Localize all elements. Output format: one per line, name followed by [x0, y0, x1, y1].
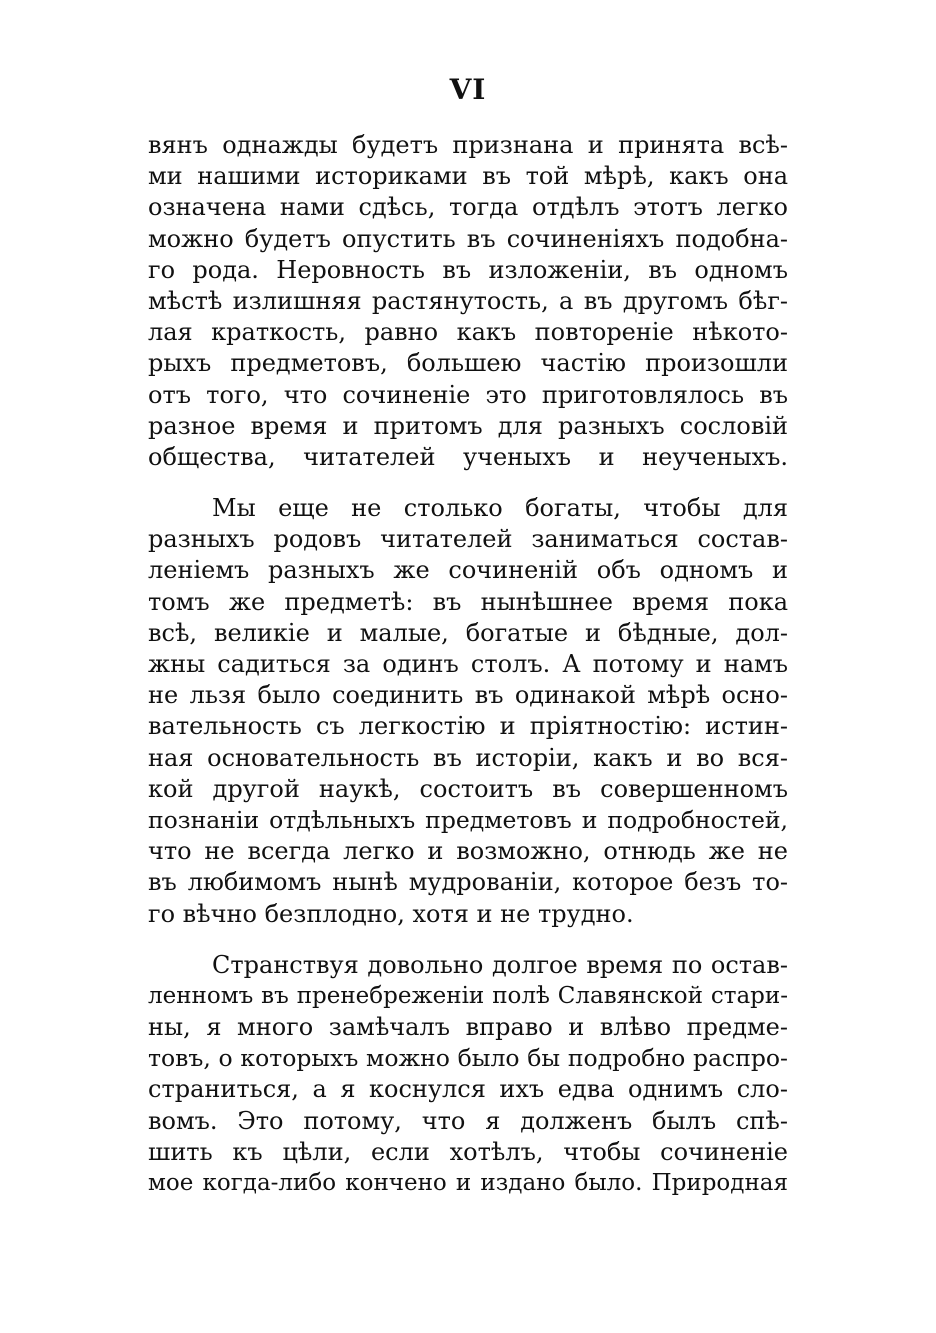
paragraph-3 [148, 950, 788, 1200]
text-line: жны садиться за одинъ столъ. А потому и намъ [148, 650, 788, 678]
text-line: ны, я много замѣчалъ вправо и влѣво предме- [148, 1013, 788, 1042]
text-line: го вѣчно безплодно, хотя и не трудно. [148, 899, 634, 928]
text-line: ленномъ въ пренебреженіи полѣ Славянской стари- [148, 982, 788, 1009]
text-line: разное время и притомъ для разныхъ сословій [148, 411, 788, 440]
text-line: ми нашими историками въ той мѣрѣ, какъ она [148, 162, 788, 191]
paragraph-1 [148, 130, 788, 473]
paragraph-2 [148, 493, 788, 930]
text-line: не льзя было соединить въ одинакой мѣрѣ осно- [148, 681, 788, 710]
text-line: въ любимомъ нынѣ мудрованіи, которое безъ то- [148, 868, 788, 897]
text-line: можно будетъ опустить въ сочиненіяхъ подобна- [148, 224, 788, 253]
text-line: означена нами сдѣсь, тогда отдѣлъ этотъ легко [148, 193, 788, 222]
text-line: страниться, а я коснулся ихъ едва однимъ сло- [148, 1075, 788, 1104]
text-line: кой другой наукѣ, состоитъ въ совершенномъ [148, 774, 788, 803]
page-number: VI [449, 73, 487, 106]
body-text [148, 130, 788, 1199]
text-line: леніемъ разныхъ же сочиненій объ одномъ и [148, 556, 788, 585]
text-line: что не всегда легко и возможно, отнюдь же не [148, 837, 788, 866]
text-line: вянъ однажды будетъ признана и принята всѣ- [148, 131, 788, 159]
text-line: шить къ цѣли, если хотѣлъ, чтобы сочиненіе [148, 1137, 788, 1166]
text-line: всѣ, великіе и малые, богатые и бѣдные, дол- [148, 618, 788, 647]
text-line: вательность съ легкостію и пріятностію: истин- [148, 712, 788, 741]
text-line: товъ, о которыхъ можно было бы подробно распро- [148, 1044, 788, 1073]
text-line: общества, читателей ученыхъ и неученыхъ. [148, 442, 788, 471]
text-line: Мы еще не столько богаты, чтобы для [212, 494, 788, 523]
text-line: отъ того, что сочиненіе это приготовлялось въ [148, 380, 788, 409]
text-line: томъ же предметѣ: въ нынѣшнее время пока [148, 587, 788, 616]
text-line: лая краткость, равно какъ повтореніе нѣкото- [148, 318, 788, 347]
text-line: вомъ. Это потому, что я долженъ былъ спѣ- [148, 1106, 788, 1135]
text-line: разныхъ родовъ читателей заниматься состав- [148, 525, 788, 554]
text-line: го рода. Неровность въ изложеніи, въ одномъ [148, 255, 788, 284]
text-line: рыхъ предметовъ, большею частію произошли [148, 349, 788, 378]
text-line: мѣстѣ излишняя растянутость, а въ другомъ бѣг- [148, 286, 788, 315]
text-line: Странствуя довольно долгое время по остав- [212, 950, 788, 979]
text-line: ная основательность въ исторіи, какъ и во вся- [148, 743, 788, 772]
text-line: познаніи отдѣльныхъ предметовъ и подробностей, [148, 805, 788, 834]
text-line: мое когда-либо кончено и издано было. Природная [148, 1170, 788, 1196]
